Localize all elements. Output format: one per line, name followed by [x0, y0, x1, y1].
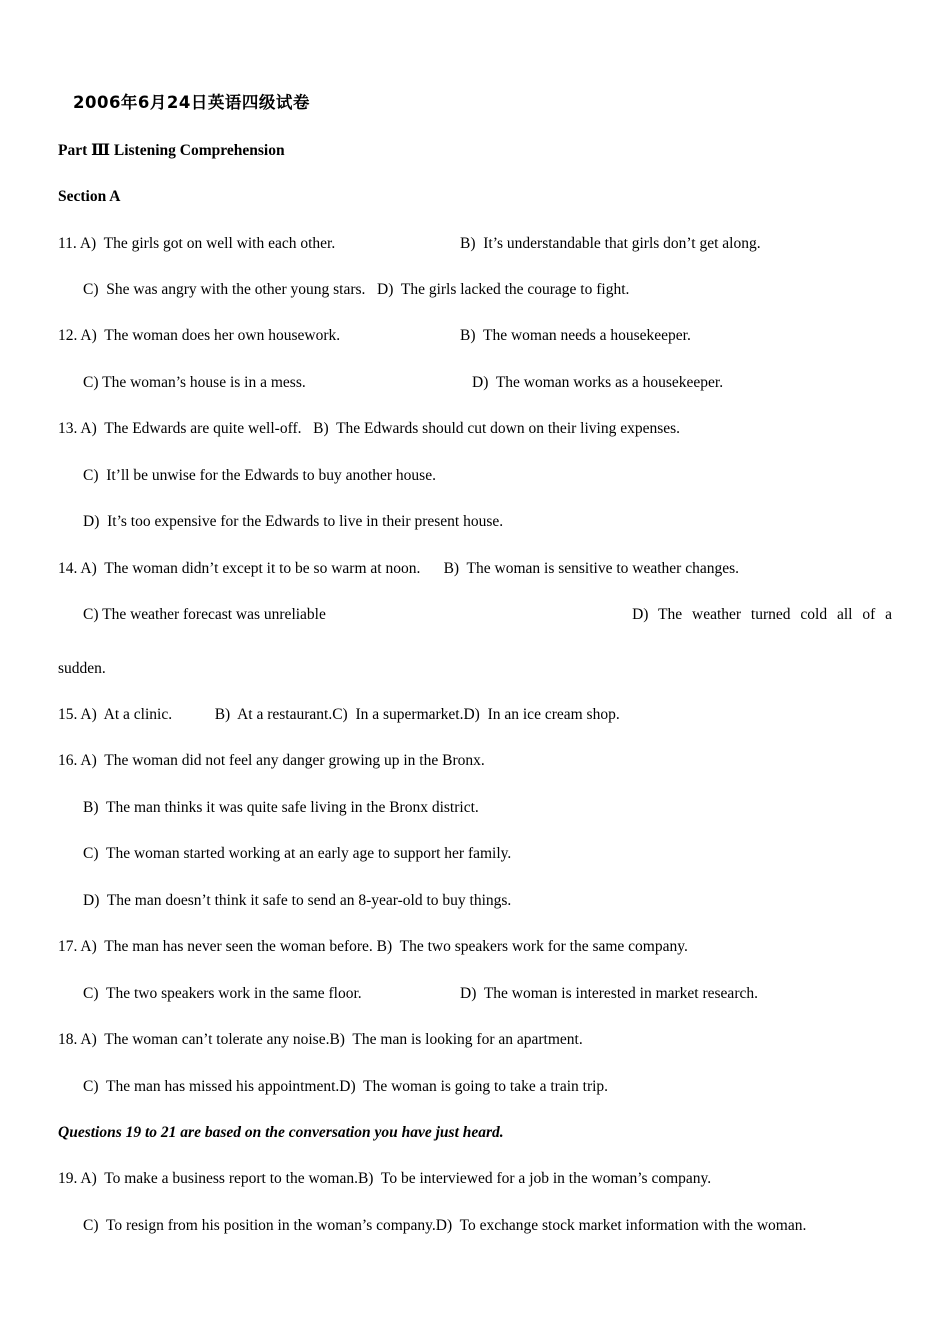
- q18-options-cd: C) The man has missed his appointment.D) The woman is going to take a train trip.: [83, 1078, 609, 1095]
- q14-option-d-continued: sudden.: [58, 660, 106, 677]
- q11-option-b: B) It’s understandable that girls don’t get along.: [460, 235, 761, 252]
- q11-options-cd: C) She was angry with the other young stars. D) The girls lacked the courage to fight.: [83, 281, 630, 298]
- q14-options-cd-row: [83, 605, 892, 625]
- q16-option-a: 16. A) The woman did not feel any danger growing up in the Bronx.: [58, 752, 485, 769]
- q12-option-c: C) The woman’s house is in a mess.: [83, 374, 306, 391]
- q14-options-ab: 14. A) The woman didn’t except it to be so warm at noon. B) The woman is sensitive to weather changes.: [58, 560, 740, 577]
- q16-option-c: C) The woman started working at an early age to support her family.: [83, 845, 512, 862]
- q16-option-d: D) The man doesn’t think it safe to send an 8-year-old to buy things.: [83, 892, 512, 909]
- q19-options-cd: C) To resign from his position in the woman’s company.D) To exchange stock market information with the woman.: [83, 1217, 807, 1234]
- q17-option-d: D) The woman is interested in market research.: [460, 985, 758, 1002]
- q14-option-c: C) The weather forecast was unreliable: [83, 606, 326, 623]
- exam-title: 2006年6月24日英语四级试卷: [73, 93, 310, 112]
- q17-option-c: C) The two speakers work in the same floor.: [83, 985, 362, 1002]
- section-heading: Section A: [58, 188, 121, 205]
- q18-options-ab: 18. A) The woman can’t tolerate any noise.B) The man is looking for an apartment.: [58, 1031, 583, 1048]
- q17-options-ab: 17. A) The man has never seen the woman before. B) The two speakers work for the same company.: [58, 938, 688, 955]
- q19-options-ab: 19. A) To make a business report to the woman.B) To be interviewed for a job in the woman’s company.: [58, 1170, 712, 1187]
- q13-option-c: C) It’ll be unwise for the Edwards to buy another house.: [83, 467, 436, 484]
- q15-options: 15. A) At a clinic. B) At a restaurant.C) In a supermarket.D) In an ice cream shop.: [58, 706, 620, 723]
- q16-option-b: B) The man thinks it was quite safe living in the Bronx district.: [83, 799, 479, 816]
- q13-option-d: D) It’s too expensive for the Edwards to live in their present house.: [83, 513, 504, 530]
- q14-option-d: D) The weather turned cold all of a: [632, 606, 892, 623]
- q13-options-ab: 13. A) The Edwards are quite well-off. B) The Edwards should cut down on their living expenses.: [58, 420, 681, 437]
- q12-option-d: D) The woman works as a housekeeper.: [472, 374, 724, 391]
- q12-option-a: 12. A) The woman does her own housework.: [58, 327, 341, 344]
- q12-option-b: B) The woman needs a housekeeper.: [460, 327, 691, 344]
- part-heading: Part Ⅲ Listening Comprehension: [58, 142, 285, 159]
- q11-option-a: 11. A) The girls got on well with each other.: [58, 235, 336, 252]
- conversation-note: Questions 19 to 21 are based on the conversation you have just heard.: [58, 1124, 504, 1141]
